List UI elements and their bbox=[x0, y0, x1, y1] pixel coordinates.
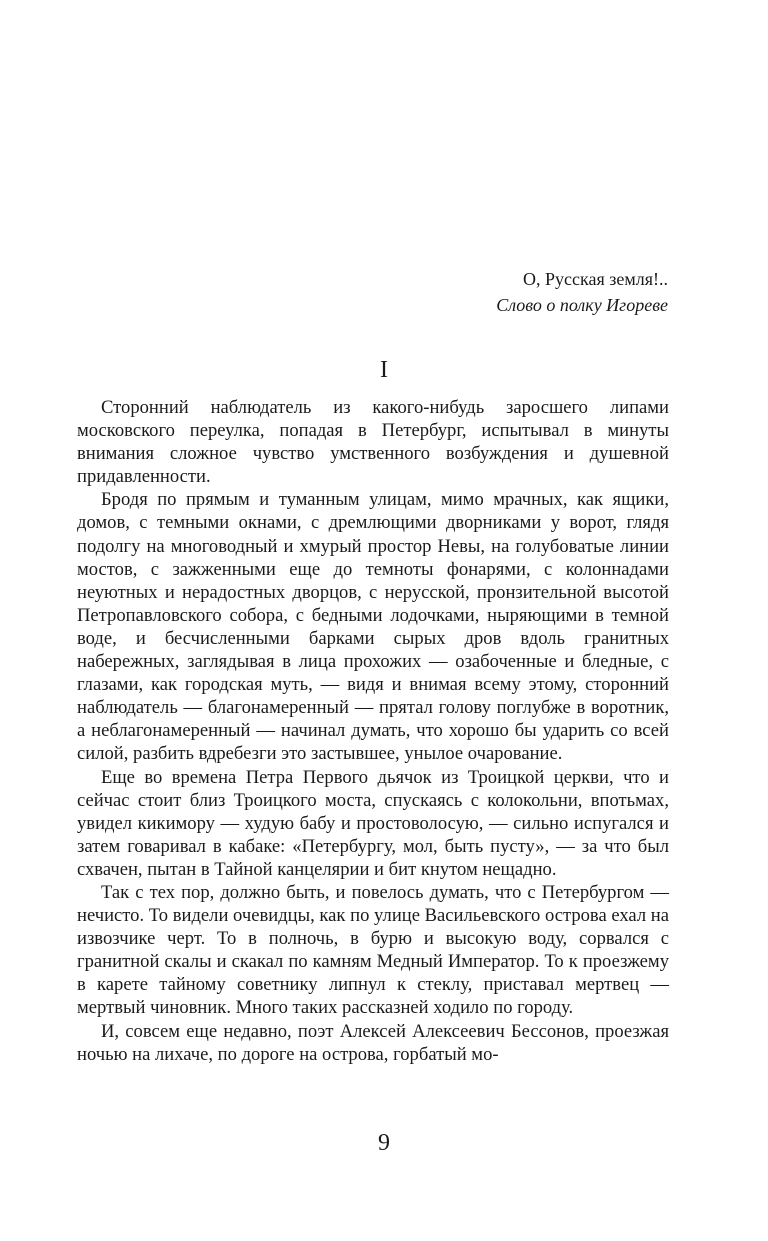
epigraph-source: Слово о полку Игореве bbox=[496, 295, 668, 315]
paragraph: Еще во времена Петра Первого дьячок из Троицкой церкви, что и сейчас стоит близ Троицкого моста, спускаясь с колокольни, впотьмах, увидел кикимору — худую бабу и простоволосую, — сильно испугался и затем говаривал в кабаке: «Петербургу, мол, быть пусту», — за что был схвачен, пытан в Тайной канцелярии и бит кнутом нещадно. bbox=[77, 766, 669, 880]
paragraph: Так с тех пор, должно быть, и повелось думать, что с Петербургом — нечисто. То видели очевидцы, как по улице Васильевского острова ехал на извозчике черт. То в полночь, в бурю и высокую воду, сорвался с гранитной скалы и скакал по камням Медный Император. То к проезжему в карете тайному советнику липнул к стеклу, приставал мертвец — мертвый чиновник. Много таких рассказней ходило по городу. bbox=[77, 881, 669, 1019]
page-number: 9 bbox=[378, 1130, 390, 1156]
epigraph bbox=[496, 266, 668, 318]
epigraph-quote: О, Русская земля!.. bbox=[523, 269, 668, 289]
paragraph: Бродя по прямым и туманным улицам, мимо мрачных, как ящики, домов, с темными окнами, с дремлющими дворниками у ворот, глядя подолгу на многоводный и хмурый простор Невы, на голубоватые линии мостов, с зажженными еще до темноты фонарями, с колоннадами неуютных и нерадостных дворцов, с нерусской, пронзительной высотой Петропавловского собора, с бедными лодочками, ныряющими в темной воде, и бесчисленными барками сырых дров вдоль гранитных набережных, заглядывая в лица прохожих — озабоченные и бледные, с глазами, как городская муть, — видя и внимая всему этому, сторонний наблюдатель — благонамеренный — прятал голову поглубже в воротник, а неблагонамеренный — начинал думать, что хорошо бы ударить со всей силой, разбить вдребезги это застывшее, унылое очарование. bbox=[77, 489, 669, 765]
paragraph: Сторонний наблюдатель из какого-нибудь заросшего липами московского переулка, попадая в Петербург, испытывал в минуты внимания сложное чувство умственного возбуждения и душевной придавленности. bbox=[77, 397, 669, 488]
paragraph: И, совсем еще недавно, поэт Алексей Алексеевич Бессонов, проезжая ночью на лихаче, по дороге на острова, горбатый мо- bbox=[77, 1020, 669, 1065]
body-text bbox=[77, 396, 669, 1066]
chapter-number: I bbox=[380, 357, 388, 383]
